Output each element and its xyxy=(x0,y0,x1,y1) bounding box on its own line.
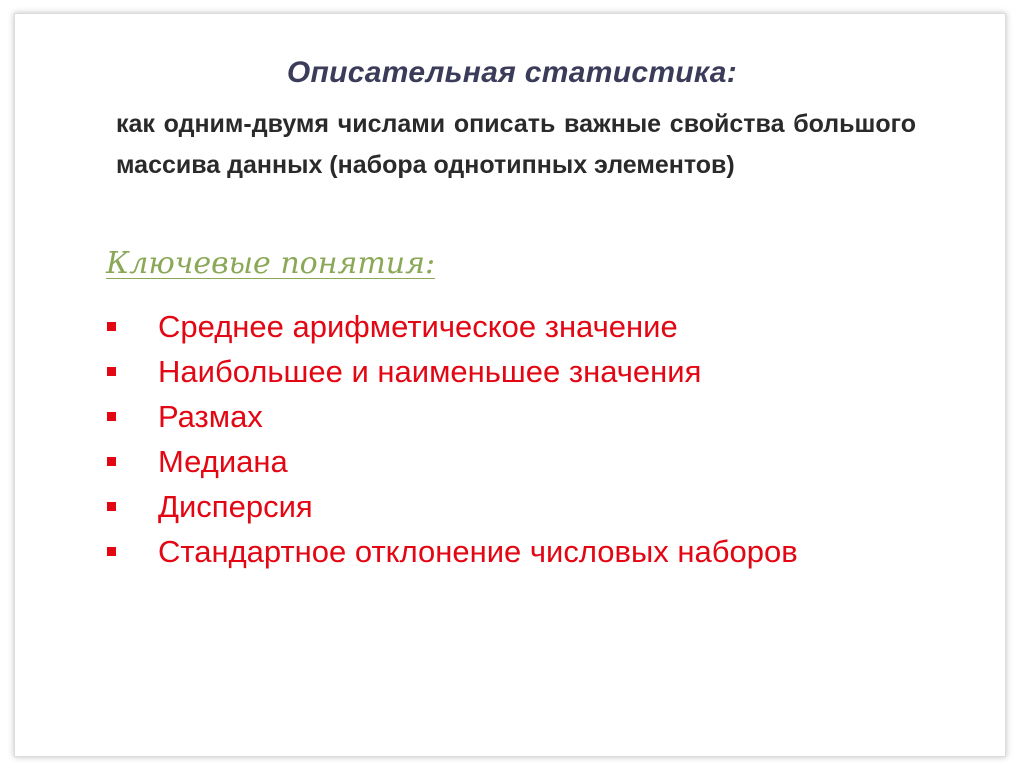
list-item xyxy=(104,394,924,439)
concept-label: Медиана xyxy=(158,444,288,479)
slide-subtitle: как одним-двумя числами описать важные свойства большого массива данных (набора однотипных элементов) xyxy=(116,110,916,179)
concept-label: Стандартное отклонение числовых наборов xyxy=(158,534,798,569)
square-bullet-icon xyxy=(107,367,116,376)
square-bullet-icon xyxy=(107,547,116,556)
list-item xyxy=(104,484,924,529)
list-item xyxy=(104,304,924,349)
square-bullet-icon xyxy=(107,322,116,331)
key-concepts-heading: Ключевые понятия: xyxy=(106,246,436,281)
square-bullet-icon xyxy=(107,457,116,466)
concept-label: Дисперсия xyxy=(158,489,313,524)
page-title: Описательная статистика: xyxy=(286,56,738,89)
list-item xyxy=(104,439,924,484)
concept-label: Наибольшее и наименьшее значения xyxy=(158,354,702,389)
square-bullet-icon xyxy=(107,502,116,511)
list-item xyxy=(104,349,924,394)
square-bullet-icon xyxy=(107,412,116,421)
concept-label: Размах xyxy=(158,399,263,434)
concept-label: Среднее арифметическое значение xyxy=(158,309,678,344)
list-item xyxy=(104,529,924,574)
key-concepts-list xyxy=(104,304,924,574)
